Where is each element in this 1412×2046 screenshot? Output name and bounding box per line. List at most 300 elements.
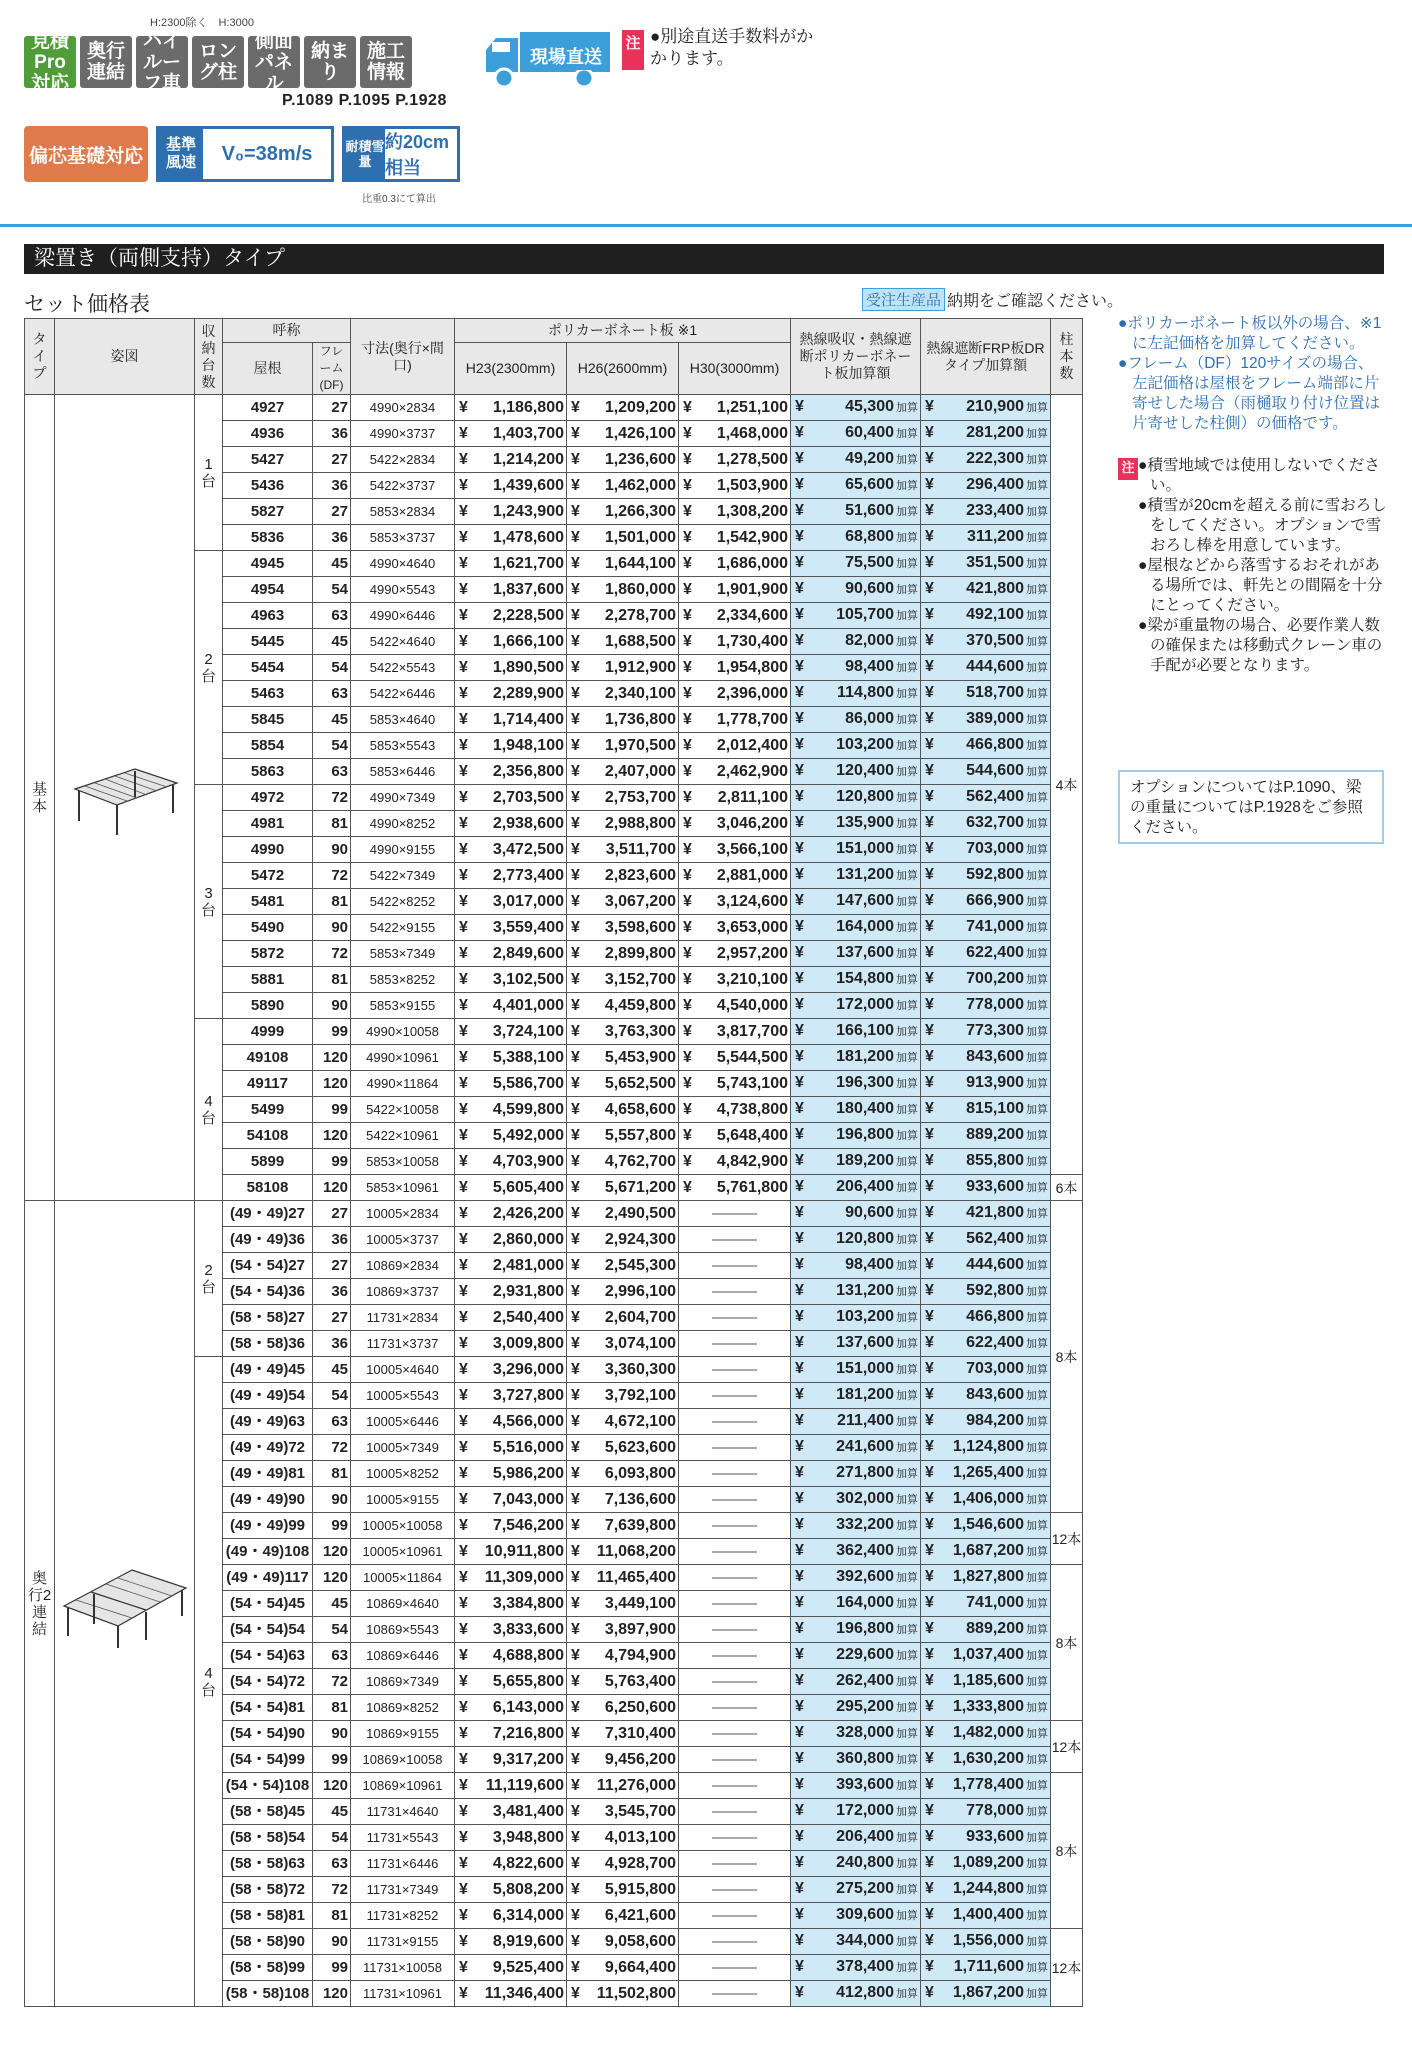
dimensions: 4990×6446 [351, 603, 455, 629]
price-h23: ¥ 2,540,400 [455, 1305, 567, 1331]
price-h30-none: ——— [679, 1383, 791, 1409]
wind-label: 基準風速 [159, 129, 203, 179]
price-h26: ¥ 3,897,900 [567, 1617, 679, 1643]
frp-add [921, 681, 1051, 707]
header-units: 収納台数 [195, 319, 223, 395]
price-h26: ¥ 4,794,900 [567, 1643, 679, 1669]
heat-poly-value: 105,700 [836, 606, 894, 623]
table-row [25, 395, 1083, 421]
frp-add [921, 1825, 1051, 1851]
frp-add [921, 1175, 1051, 1201]
feature-badge: 見積Pro対応 [24, 36, 76, 88]
price-h30-none: ——— [679, 1253, 791, 1279]
heat-poly-add [791, 1071, 921, 1097]
dimensions: 11731×9155 [351, 1929, 455, 1955]
snow-label: 耐積雪量 [345, 129, 385, 179]
frp-value: 466,800 [966, 736, 1024, 753]
heat-poly-value: 103,200 [836, 1308, 894, 1325]
add-suffix: 加算 [1026, 922, 1048, 934]
header-heat-poly: 熱線吸収・熱線遮断ポリカーボネート板加算額 [791, 319, 921, 395]
price-h30: ¥ 4,842,900 [679, 1149, 791, 1175]
frp-value: 933,600 [966, 1178, 1024, 1195]
dimensions: 4990×4640 [351, 551, 455, 577]
price-h30-none: ——— [679, 1331, 791, 1357]
add-suffix: 加算 [1026, 1754, 1048, 1766]
heat-poly-value: 98,400 [845, 658, 894, 675]
add-suffix: 加算 [1026, 714, 1048, 726]
frp-value: 889,200 [966, 1126, 1024, 1143]
heat-poly-value: 302,000 [836, 1490, 894, 1507]
frp-value: 370,500 [966, 632, 1024, 649]
price-h23: ¥ 2,773,400 [455, 863, 567, 889]
add-suffix: 加算 [1026, 1312, 1048, 1324]
heat-poly-value: 360,800 [836, 1750, 894, 1767]
add-suffix: 加算 [896, 1598, 918, 1610]
add-suffix: 加算 [1026, 480, 1048, 492]
price-h30: ¥ 3,817,700 [679, 1019, 791, 1045]
heat-poly-add [791, 1487, 921, 1513]
roof-name: 5463 [223, 681, 313, 707]
price-h23: ¥ 3,481,400 [455, 1799, 567, 1825]
price-h23: ¥ 5,492,000 [455, 1123, 567, 1149]
price-h30: ¥ 1,503,900 [679, 473, 791, 499]
frp-add [921, 1643, 1051, 1669]
frp-value: 562,400 [966, 788, 1024, 805]
price-h30: ¥ 3,653,000 [679, 915, 791, 941]
price-h23: ¥ 2,356,800 [455, 759, 567, 785]
price-h30: ¥ 3,210,100 [679, 967, 791, 993]
frp-add [921, 889, 1051, 915]
price-h26: ¥ 1,912,900 [567, 655, 679, 681]
price-h26: ¥ 2,490,500 [567, 1201, 679, 1227]
price-h30-none: ——— [679, 1903, 791, 1929]
frame-size: 72 [313, 1669, 351, 1695]
frame-size: 45 [313, 1799, 351, 1825]
frp-value: 843,600 [966, 1386, 1024, 1403]
add-suffix: 加算 [896, 1312, 918, 1324]
frp-value: 1,711,600 [953, 1958, 1024, 1975]
add-suffix: 加算 [1026, 844, 1048, 856]
roof-name: (58・58)36 [223, 1331, 313, 1357]
frame-size: 54 [313, 1617, 351, 1643]
heat-poly-value: 412,800 [836, 1984, 894, 2001]
heat-poly-add [791, 1877, 921, 1903]
roof-name: 5454 [223, 655, 313, 681]
roof-name: (49・49)108 [223, 1539, 313, 1565]
price-h30-none: ——— [679, 1643, 791, 1669]
heat-poly-value: 206,400 [836, 1178, 894, 1195]
price-h30-none: ——— [679, 1409, 791, 1435]
frame-size: 54 [313, 1825, 351, 1851]
dimensions: 5853×6446 [351, 759, 455, 785]
frp-add [921, 1435, 1051, 1461]
heat-poly-add [791, 1851, 921, 1877]
dimensions: 5422×10961 [351, 1123, 455, 1149]
heat-poly-add [791, 473, 921, 499]
heat-poly-value: 344,000 [836, 1932, 894, 1949]
roof-name: (58・58)63 [223, 1851, 313, 1877]
roof-name: 5481 [223, 889, 313, 915]
frame-size: 54 [313, 733, 351, 759]
price-h30: ¥ 5,544,500 [679, 1045, 791, 1071]
roof-name: (49・49)90 [223, 1487, 313, 1513]
price-h30-none: ——— [679, 1435, 791, 1461]
price-h30: ¥ 3,046,200 [679, 811, 791, 837]
price-h23: ¥ 8,919,600 [455, 1929, 567, 1955]
frp-add [921, 707, 1051, 733]
add-suffix: 加算 [1026, 1364, 1048, 1376]
heat-poly-add [791, 1227, 921, 1253]
price-h26: ¥ 1,970,500 [567, 733, 679, 759]
header-type: タイプ [25, 319, 55, 395]
price-h26: ¥ 9,058,600 [567, 1929, 679, 1955]
heat-poly-add [791, 707, 921, 733]
frame-size: 90 [313, 1487, 351, 1513]
price-h23: ¥ 5,808,200 [455, 1877, 567, 1903]
add-suffix: 加算 [1026, 1156, 1048, 1168]
note-mark: 注 [1118, 458, 1138, 480]
frp-value: 1,406,000 [952, 1490, 1024, 1507]
price-h26: ¥ 2,823,600 [567, 863, 679, 889]
dimensions: 10005×8252 [351, 1461, 455, 1487]
price-h26: ¥ 1,462,000 [567, 473, 679, 499]
caution-note: ●屋根などから落雪するおそれがある場所では、軒先との間隔を十分にとってください。 [1138, 557, 1383, 614]
price-h23: ¥ 1,403,700 [455, 421, 567, 447]
heat-poly-value: 164,000 [836, 1594, 894, 1611]
add-suffix: 加算 [896, 402, 918, 414]
dimensions: 5422×6446 [351, 681, 455, 707]
heat-poly-value: 181,200 [836, 1048, 894, 1065]
frp-value: 622,400 [966, 944, 1024, 961]
roof-name: (49・49)45 [223, 1357, 313, 1383]
add-suffix: 加算 [896, 1754, 918, 1766]
roof-name: (58・58)72 [223, 1877, 313, 1903]
frame-size: 120 [313, 1565, 351, 1591]
add-suffix: 加算 [896, 1806, 918, 1818]
dimensions: 11731×3737 [351, 1331, 455, 1357]
add-suffix: 加算 [1026, 1546, 1048, 1558]
frp-add [921, 1487, 1051, 1513]
heat-poly-add [791, 1331, 921, 1357]
add-suffix: 加算 [896, 1338, 918, 1350]
add-suffix: 加算 [1026, 792, 1048, 804]
price-h30: ¥ 1,308,200 [679, 499, 791, 525]
heat-poly-value: 332,200 [836, 1516, 894, 1533]
price-h30: ¥ 1,901,900 [679, 577, 791, 603]
roof-name: (58・58)45 [223, 1799, 313, 1825]
frp-add [921, 759, 1051, 785]
frp-value: 210,900 [966, 398, 1024, 415]
dimensions: 10005×2834 [351, 1201, 455, 1227]
add-suffix: 加算 [896, 948, 918, 960]
roof-name: (49・49)36 [223, 1227, 313, 1253]
frp-add [921, 1097, 1051, 1123]
price-h23: ¥ 2,860,000 [455, 1227, 567, 1253]
heat-poly-add [791, 1045, 921, 1071]
frp-add [921, 1409, 1051, 1435]
heat-poly-value: 49,200 [845, 450, 894, 467]
frp-add [921, 1851, 1051, 1877]
roof-name: 4963 [223, 603, 313, 629]
price-h23: ¥ 1,186,800 [455, 395, 567, 421]
dimensions: 5422×8252 [351, 889, 455, 915]
price-h26: ¥ 1,644,100 [567, 551, 679, 577]
price-h23: ¥ 1,714,400 [455, 707, 567, 733]
price-h23: ¥ 3,472,500 [455, 837, 567, 863]
feature-badge: 側面パネル [248, 36, 300, 88]
add-suffix: 加算 [896, 1364, 918, 1376]
price-h23: ¥ 6,143,000 [455, 1695, 567, 1721]
header-h26: H26(2600mm) [567, 343, 679, 395]
frp-add [921, 1773, 1051, 1799]
frame-size: 27 [313, 1201, 351, 1227]
frame-size: 45 [313, 551, 351, 577]
dimensions: 5853×3737 [351, 525, 455, 551]
dimensions: 10869×10058 [351, 1747, 455, 1773]
price-h26: ¥ 2,545,300 [567, 1253, 679, 1279]
frp-add [921, 1071, 1051, 1097]
add-suffix: 加算 [896, 1052, 918, 1064]
blue-notes [1118, 314, 1388, 434]
heat-poly-value: 172,000 [836, 1802, 894, 1819]
add-suffix: 加算 [896, 1442, 918, 1454]
price-h30-none: ——— [679, 1617, 791, 1643]
heat-poly-value: 90,600 [845, 1204, 894, 1221]
price-h30-none: ——— [679, 1357, 791, 1383]
price-h26: ¥ 4,013,100 [567, 1825, 679, 1851]
frame-size: 36 [313, 1279, 351, 1305]
add-suffix: 加算 [1026, 1806, 1048, 1818]
dimensions: 5422×7349 [351, 863, 455, 889]
price-h30: ¥ 5,761,800 [679, 1175, 791, 1201]
frp-value: 773,300 [966, 1022, 1024, 1039]
add-suffix: 加算 [896, 922, 918, 934]
frp-add [921, 1877, 1051, 1903]
price-h23: ¥ 1,948,100 [455, 733, 567, 759]
price-h26: ¥ 1,860,000 [567, 577, 679, 603]
price-h26: ¥ 5,623,600 [567, 1435, 679, 1461]
dimensions: 10869×9155 [351, 1721, 455, 1747]
frp-value: 815,100 [966, 1100, 1024, 1117]
add-suffix: 加算 [1026, 740, 1048, 752]
price-h23: ¥ 4,599,800 [455, 1097, 567, 1123]
frp-value: 281,200 [966, 424, 1024, 441]
dimensions: 10869×6446 [351, 1643, 455, 1669]
heat-poly-add [791, 785, 921, 811]
price-h26: ¥ 7,310,400 [567, 1721, 679, 1747]
add-suffix: 加算 [1026, 1026, 1048, 1038]
add-suffix: 加算 [896, 1884, 918, 1896]
section-title: 梁置き（両側支持）タイプ [24, 244, 1384, 274]
add-suffix: 加算 [896, 1910, 918, 1922]
frp-value: 1,333,800 [952, 1698, 1024, 1715]
add-suffix: 加算 [896, 1832, 918, 1844]
frp-value: 622,400 [966, 1334, 1024, 1351]
price-h23: ¥ 9,525,400 [455, 1955, 567, 1981]
frp-value: 1,687,200 [952, 1542, 1024, 1559]
frp-add [921, 1981, 1051, 2007]
frp-value: 389,000 [966, 710, 1024, 727]
add-suffix: 加算 [896, 1468, 918, 1480]
price-h26: ¥ 3,545,700 [567, 1799, 679, 1825]
dimensions: 5853×4640 [351, 707, 455, 733]
roof-name: (54・54)90 [223, 1721, 313, 1747]
price-h30-none: ——— [679, 1799, 791, 1825]
add-suffix: 加算 [896, 1676, 918, 1688]
page-references: P.1089 P.1095 P.1928 [282, 92, 447, 109]
price-h26: ¥ 2,924,300 [567, 1227, 679, 1253]
heat-poly-value: 295,200 [836, 1698, 894, 1715]
heat-poly-value: 172,000 [836, 996, 894, 1013]
price-h26: ¥ 3,598,600 [567, 915, 679, 941]
frame-size: 120 [313, 1071, 351, 1097]
frp-value: 444,600 [966, 658, 1024, 675]
dimensions: 5422×4640 [351, 629, 455, 655]
price-h30: ¥ 2,881,000 [679, 863, 791, 889]
frp-value: 700,200 [966, 970, 1024, 987]
price-h30: ¥ 3,124,600 [679, 889, 791, 915]
heat-poly-add [791, 577, 921, 603]
frp-add [921, 1929, 1051, 1955]
dimensions: 5422×5543 [351, 655, 455, 681]
frp-add [921, 1695, 1051, 1721]
pillar-count: 12本 [1051, 1513, 1083, 1565]
add-suffix: 加算 [1026, 1052, 1048, 1064]
frp-value: 351,500 [966, 554, 1024, 571]
frame-size: 72 [313, 1877, 351, 1903]
price-h26: ¥ 3,792,100 [567, 1383, 679, 1409]
heat-poly-value: 240,800 [836, 1854, 894, 1871]
frp-add [921, 603, 1051, 629]
price-h23: ¥ 2,228,500 [455, 603, 567, 629]
price-h30: ¥ 2,396,000 [679, 681, 791, 707]
frp-add [921, 1227, 1051, 1253]
price-h23: ¥ 2,849,600 [455, 941, 567, 967]
frame-size: 45 [313, 707, 351, 733]
price-h30: ¥ 1,542,900 [679, 525, 791, 551]
frp-add [921, 1357, 1051, 1383]
heat-poly-add [791, 395, 921, 421]
price-h30-none: ——— [679, 1877, 791, 1903]
frp-add [921, 473, 1051, 499]
add-suffix: 加算 [896, 1988, 918, 2000]
dimensions: 4990×3737 [351, 421, 455, 447]
frp-value: 296,400 [966, 476, 1024, 493]
roof-name: (58・58)90 [223, 1929, 313, 1955]
roof-name: (54・54)45 [223, 1591, 313, 1617]
frp-add [921, 499, 1051, 525]
dimensions: 10005×10961 [351, 1539, 455, 1565]
frp-value: 778,000 [966, 996, 1024, 1013]
roof-name: (58・58)99 [223, 1955, 313, 1981]
price-h26: ¥ 3,074,100 [567, 1331, 679, 1357]
dimensions: 4990×10961 [351, 1045, 455, 1071]
add-suffix: 加算 [1026, 1104, 1048, 1116]
price-h23: ¥ 3,296,000 [455, 1357, 567, 1383]
roof-name: 5890 [223, 993, 313, 1019]
heat-poly-add [791, 1305, 921, 1331]
add-suffix: 加算 [1026, 402, 1048, 414]
frp-value: 1,400,400 [952, 1906, 1024, 1923]
heat-poly-value: 120,400 [836, 762, 894, 779]
price-h23: ¥ 3,833,600 [455, 1617, 567, 1643]
add-suffix: 加算 [896, 558, 918, 570]
heat-poly-value: 120,800 [836, 788, 894, 805]
pillar-count: 8本 [1051, 1201, 1083, 1513]
type-cell: 基本 [25, 395, 55, 1201]
frp-value: 843,600 [966, 1048, 1024, 1065]
wind-value: V₀=38m/s [221, 142, 313, 165]
frp-value: 1,827,800 [952, 1568, 1024, 1585]
price-h30: ¥ 4,738,800 [679, 1097, 791, 1123]
frame-size: 72 [313, 863, 351, 889]
dimensions: 4990×7349 [351, 785, 455, 811]
price-h30: ¥ 2,012,400 [679, 733, 791, 759]
price-h30: ¥ 1,954,800 [679, 655, 791, 681]
frame-size: 36 [313, 1227, 351, 1253]
price-h26: ¥ 2,899,800 [567, 941, 679, 967]
add-suffix: 加算 [896, 1390, 918, 1402]
heat-poly-add [791, 1903, 921, 1929]
roof-name: (49・49)54 [223, 1383, 313, 1409]
frp-add [921, 421, 1051, 447]
frp-value: 421,800 [966, 1204, 1024, 1221]
heat-poly-value: 137,600 [836, 1334, 894, 1351]
add-suffix: 加算 [896, 428, 918, 440]
roof-name: 4927 [223, 395, 313, 421]
add-suffix: 加算 [1026, 688, 1048, 700]
add-suffix: 加算 [1026, 766, 1048, 778]
price-h23: ¥ 4,822,600 [455, 1851, 567, 1877]
heat-poly-value: 211,400 [837, 1412, 894, 1429]
roof-name: 4936 [223, 421, 313, 447]
heat-poly-value: 131,200 [836, 1282, 894, 1299]
price-h30: ¥ 1,251,100 [679, 395, 791, 421]
frame-size: 63 [313, 759, 351, 785]
roof-name: 5845 [223, 707, 313, 733]
price-h23: ¥ 9,317,200 [455, 1747, 567, 1773]
feature-badge: 納まり [304, 36, 356, 88]
dimensions: 11731×8252 [351, 1903, 455, 1929]
add-suffix: 加算 [896, 688, 918, 700]
frp-add [921, 1955, 1051, 1981]
heat-poly-add [791, 863, 921, 889]
roof-name: 4999 [223, 1019, 313, 1045]
frp-value: 1,037,400 [952, 1646, 1024, 1663]
price-h30-none: ——— [679, 1825, 791, 1851]
frame-size: 99 [313, 1149, 351, 1175]
add-suffix: 加算 [1026, 1208, 1048, 1220]
figure-cell [55, 1201, 195, 2007]
add-suffix: 加算 [1026, 532, 1048, 544]
add-suffix: 加算 [896, 1130, 918, 1142]
price-h23: ¥ 10,911,800 [455, 1539, 567, 1565]
dimensions: 11731×2834 [351, 1305, 455, 1331]
price-h26: ¥ 2,996,100 [567, 1279, 679, 1305]
price-h23: ¥ 5,388,100 [455, 1045, 567, 1071]
add-suffix: 加算 [1026, 1182, 1048, 1194]
price-h26: ¥ 7,136,600 [567, 1487, 679, 1513]
price-h26: ¥ 2,988,800 [567, 811, 679, 837]
price-h30: ¥ 1,686,000 [679, 551, 791, 577]
add-suffix: 加算 [1026, 1338, 1048, 1350]
frame-size: 120 [313, 1539, 351, 1565]
price-h26: ¥ 9,456,200 [567, 1747, 679, 1773]
price-h26: ¥ 3,067,200 [567, 889, 679, 915]
frp-add [921, 811, 1051, 837]
heat-poly-value: 196,800 [836, 1620, 894, 1637]
dimensions: 11731×6446 [351, 1851, 455, 1877]
